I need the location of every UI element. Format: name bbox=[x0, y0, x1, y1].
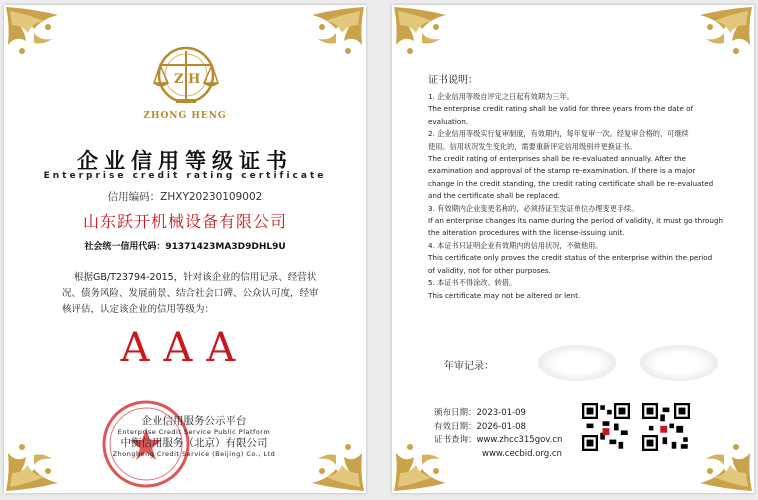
notes-line: 使用。信用状况发生变化的，需要重新评定信用级别并更换证书。 bbox=[428, 141, 637, 151]
valid-until-date: 有效日期：2026-01-08 bbox=[434, 421, 526, 432]
notes-line: the alteration procedures with the license-issuing unit. bbox=[428, 228, 625, 238]
certificate-title-en: Enterprise credit rating certificate bbox=[43, 171, 327, 181]
notes-line: 3. 有效期内企业变更名称的，必须持证至发证单位办理变更手续。 bbox=[428, 203, 639, 213]
company-name: 山东跃开机械设备有限公司 bbox=[82, 212, 287, 231]
notes-line: of validity, not for other purposes. bbox=[428, 265, 551, 275]
notes-line: 2. 企业信用等级实行复审制度，有效期内，每年复审一次。经复审合格的，可继续 bbox=[428, 129, 689, 139]
certificate-notes bbox=[428, 71, 728, 302]
issuer-company-en: Zhongheng Credit Service (Beijing) Co., Ltd bbox=[112, 450, 276, 458]
issue-date: 颁布日期：2023-01-09 bbox=[434, 408, 526, 418]
certificate-body-text: 根据GB/T23794-2015，针对该企业的信用记录、经营状况、债务风险、发展前景、结合社会口碑、公众认可度，经审核评估，认定该企业的信用等级为： bbox=[62, 272, 319, 315]
notes-line: This certificate only proves the credit status of the enterprise within the period bbox=[428, 253, 713, 263]
gold-ornament-top-left bbox=[392, 5, 452, 65]
query-label: 证书查询： bbox=[434, 435, 477, 446]
notes-line: 5. 本证书不得涂改、转借。 bbox=[428, 278, 517, 288]
svg-text:H: H bbox=[188, 72, 201, 87]
gold-ornament-bottom-left bbox=[4, 433, 64, 493]
notes-title: 证书说明： bbox=[428, 75, 478, 86]
annual-review-label: 年审记录： bbox=[444, 361, 494, 372]
issuer-platform-en: Enterprise Credit Service Public Platform bbox=[117, 428, 271, 436]
notes-line: This certificate may not be altered or lent. bbox=[428, 290, 581, 300]
notes-line: 1. 企业信用等级自评定之日起有效期为三年。 bbox=[428, 92, 574, 101]
certificate-back-page bbox=[392, 5, 754, 493]
notes-line: If an enterprise changes its name during the period of validity, it must go through bbox=[428, 216, 724, 226]
notes-line: The credit rating of enterprises shall be re-evaluated annually. After the bbox=[428, 154, 686, 164]
gold-ornament-top-left bbox=[4, 5, 64, 65]
notes-line: examination and approval of the stamp re-examination. If there is a major bbox=[428, 166, 696, 176]
certificate-front-page bbox=[4, 5, 366, 493]
annual-review-stamp-slot bbox=[538, 345, 616, 381]
svg-text:Z: Z bbox=[174, 72, 184, 87]
social-credit-code: 社会统一信用代码：91371423MA3D9DHL9U bbox=[84, 242, 286, 252]
annual-review-stamp-slot bbox=[640, 345, 718, 381]
logo-wordmark: ZHONG HENG bbox=[143, 111, 227, 121]
notes-line: evaluation. bbox=[428, 116, 469, 126]
notes-line: The enterprise credit rating shall be valid for three years from the date of bbox=[428, 104, 693, 114]
credit-grade: AAA bbox=[120, 325, 250, 371]
query-site-1[interactable]: www.zhcc315gov.cn bbox=[476, 435, 563, 446]
scales-logo-icon bbox=[150, 45, 222, 107]
issuer-block bbox=[84, 415, 304, 459]
gold-ornament-bottom-right bbox=[306, 433, 366, 493]
gold-ornament-top-right bbox=[694, 5, 754, 65]
certificate-number: 信用编码：ZHXY20230109002 bbox=[107, 191, 263, 203]
notes-line: change in the credit standing, the credit rating certificate shall be re-evaluated bbox=[428, 178, 714, 188]
notes-line: and the certificate shall be replaced. bbox=[428, 191, 561, 201]
qr-code-icon[interactable] bbox=[582, 403, 630, 451]
notes-line: 4. 本证书只证明企业有效期内的信用状况，不做他用。 bbox=[428, 240, 603, 250]
validity-info bbox=[434, 407, 562, 461]
gold-ornament-top-right bbox=[306, 5, 366, 65]
query-site-2[interactable]: www.cecbid.org.cn bbox=[482, 448, 562, 459]
issuer-platform-cn: 企业信用服务公示平台 bbox=[141, 415, 247, 427]
qr-code-icon[interactable] bbox=[642, 403, 690, 451]
gold-ornament-bottom-right bbox=[694, 433, 754, 493]
certificate-title-cn: 企业信用等级证书 bbox=[77, 148, 293, 173]
issuer-company-cn: 中衡信用服务（北京）有限公司 bbox=[120, 437, 268, 449]
